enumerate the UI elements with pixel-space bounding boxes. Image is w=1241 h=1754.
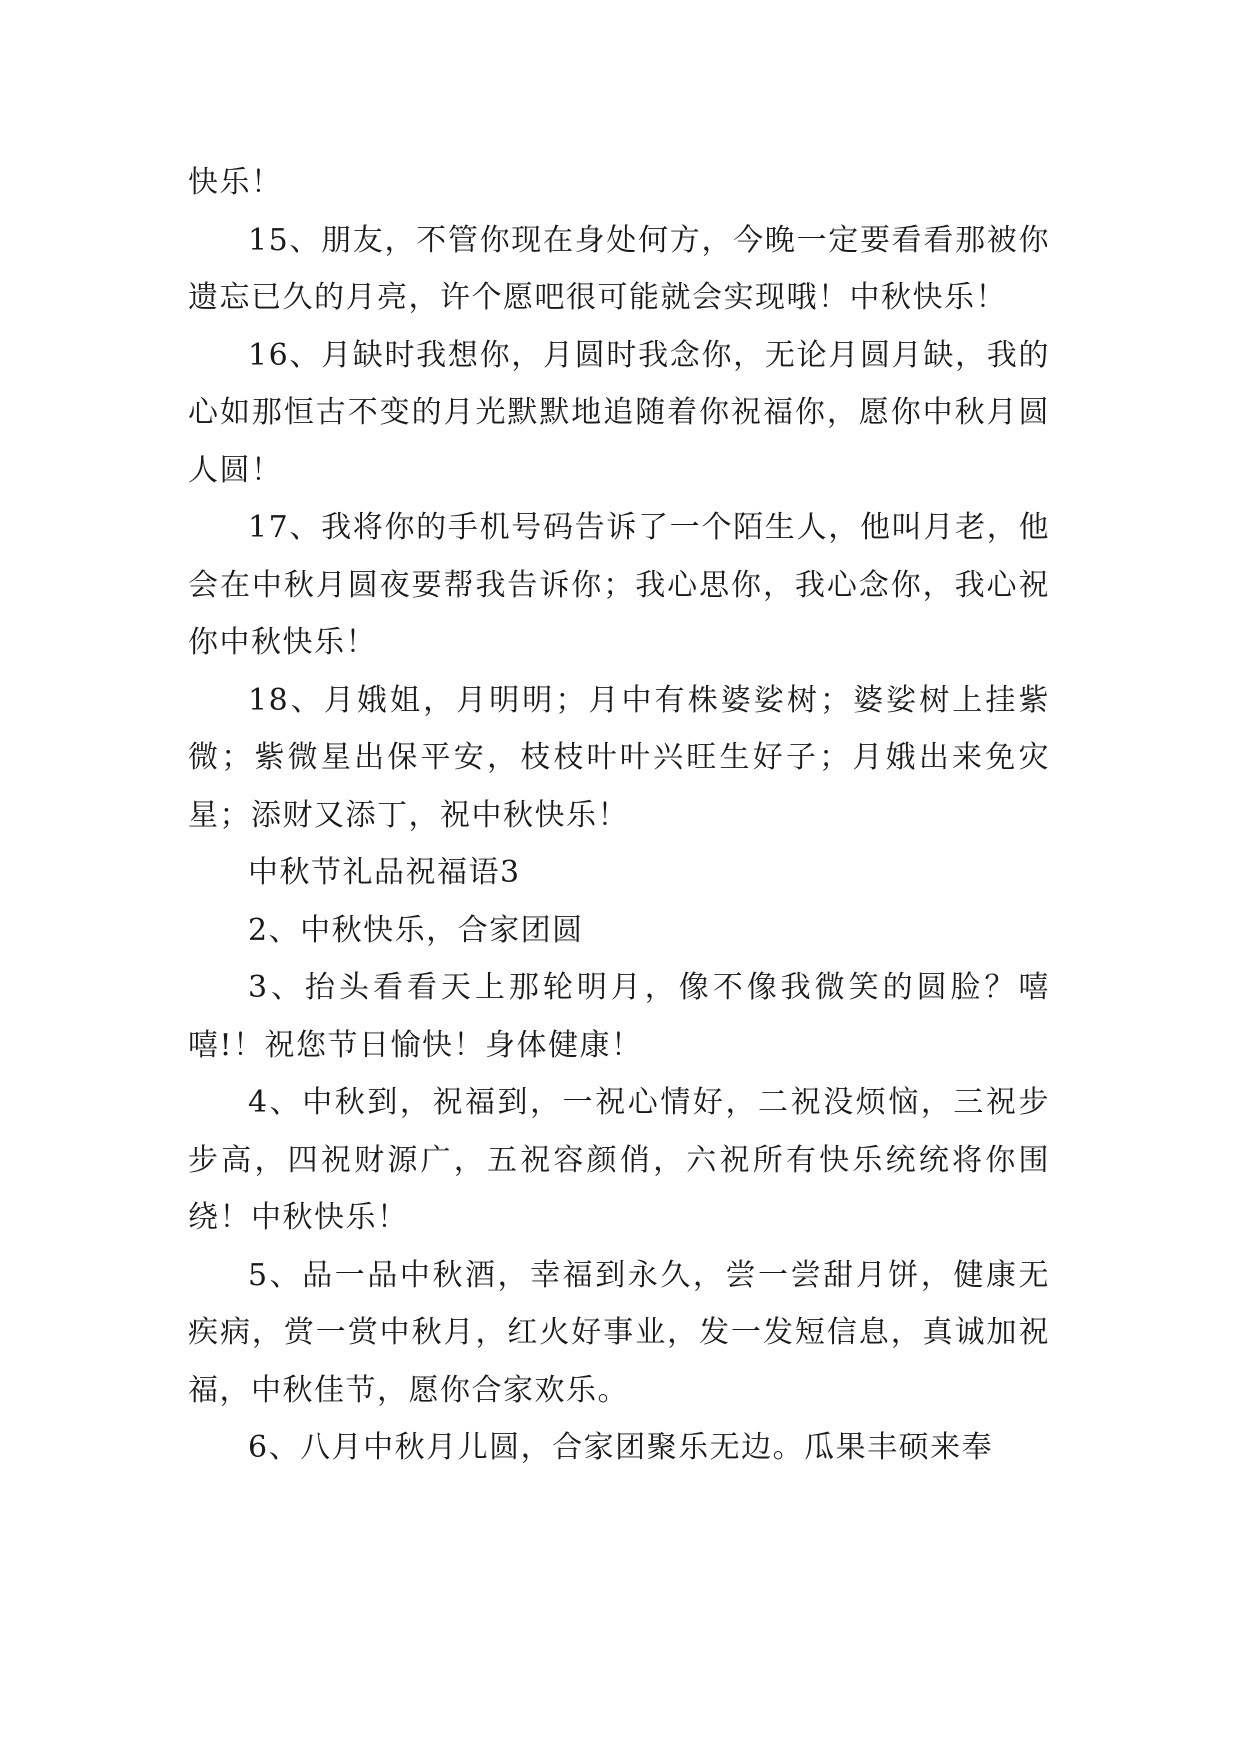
- paragraph-item-16: 16、月缺时我想你，月圆时我念你，无论月圆月缺，我的心如那恒古不变的月光默默地追随着你祝福你，愿你中秋月圆人圆！: [188, 337, 1050, 488]
- paragraph-item-18: 18、月娥姐，月明明；月中有株婆娑树；婆娑树上挂紫微；紫微星出保平安，枝枝叶叶兴旺生好子；月娥出来免灾星；添财又添丁，祝中秋快乐！: [188, 682, 1050, 833]
- paragraph-continuation: 快乐！: [188, 165, 283, 200]
- document-body: [188, 154, 1050, 1477]
- paragraph-item-3: 3、抬头看看天上那轮明月，像不像我微笑的圆脸？嘻嘻!！祝您节日愉快！身体健康！: [188, 970, 1050, 1063]
- paragraph-item-5: 5、品一品中秋酒，幸福到永久，尝一尝甜月饼，健康无疾病，赏一赏中秋月，红火好事业，发一发短信息，真诚加祝福，中秋佳节，愿你合家欢乐。: [188, 1257, 1050, 1408]
- paragraph-item-15: 15、朋友，不管你现在身处何方，今晚一定要看看那被你遗忘已久的月亮，许个愿吧很可能就会实现哦！中秋快乐！: [188, 222, 1050, 315]
- section-heading: 中秋节礼品祝福语3: [248, 855, 521, 890]
- paragraph-item-17: 17、我将你的手机号码告诉了一个陌生人，他叫月老，他会在中秋月圆夜要帮我告诉你；我心思你，我心念你，我心祝你中秋快乐！: [188, 510, 1050, 660]
- paragraph-item-6: 6、八月中秋月儿圆，合家团聚乐无边。瓜果丰硕来奉: [248, 1430, 994, 1465]
- paragraph-item-4: 4、中秋到，祝福到，一祝心情好，二祝没烦恼，三祝步步高，四祝财源广，五祝容颜俏，六祝所有快乐统统将你围绕！中秋快乐！: [188, 1085, 1050, 1235]
- paragraph-item-2: 2、中秋快乐，合家团圆: [248, 912, 584, 948]
